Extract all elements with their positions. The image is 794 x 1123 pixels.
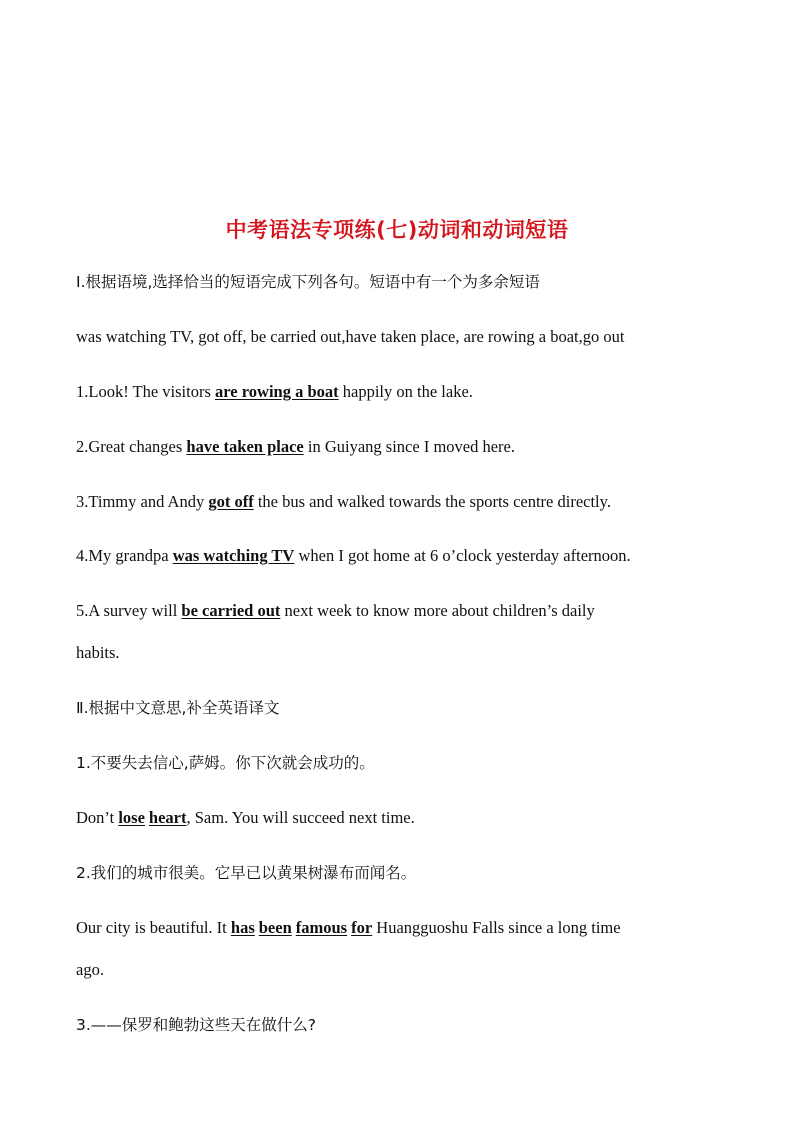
translation-answer-2-continued: ago. <box>76 960 104 979</box>
item-text: Don’t <box>76 808 119 827</box>
exercise-item-3 <box>76 492 704 512</box>
section2-heading: Ⅱ.根据中文意思,补全英语译文 <box>76 699 280 717</box>
item-text: Our city is beautiful. It <box>76 918 231 937</box>
item-answer: for <box>351 918 373 937</box>
item-answer: have taken place <box>186 437 304 456</box>
item-text: 1.Look! The visitors <box>76 382 216 401</box>
exercise-item-2 <box>76 437 704 457</box>
translation-prompt-2: 2.我们的城市很美。它早已以黄果树瀑布而闻名。 <box>76 864 417 882</box>
item-answer: famous <box>295 918 348 937</box>
section1-heading: Ⅰ.根据语境,选择恰当的短语完成下列各句。短语中有一个为多余短语 <box>76 273 540 291</box>
item-text: happily on the lake. <box>338 382 473 401</box>
exercise-item-5-continued: habits. <box>76 643 120 662</box>
item-text: 5.A survey will <box>76 601 182 620</box>
translation-prompt-3: 3.——保罗和鲍勃这些天在做什么? <box>76 1016 317 1034</box>
item-answer: got off <box>208 492 254 511</box>
item-answer: was watching TV <box>172 546 295 565</box>
translation-prompt-1: 1.不要失去信心,萨姆。你下次就会成功的。 <box>76 754 375 772</box>
item-answer: has <box>230 918 255 937</box>
item-text: next week to know more about children’s daily <box>280 601 595 620</box>
item-answer: be carried out <box>181 601 281 620</box>
exercise-item-1 <box>76 382 704 402</box>
item-text: 4.My grandpa <box>76 546 173 565</box>
item-text: in Guiyang since I moved here. <box>303 437 515 456</box>
item-answer: heart <box>148 808 187 827</box>
item-answer: lose <box>118 808 145 827</box>
translation-answer-1 <box>76 808 704 828</box>
phrase-bank: was watching TV, got off, be carried out,have taken place, are rowing a boat,go out <box>76 327 625 346</box>
translation-answer-2 <box>76 918 704 938</box>
exercise-item-5 <box>76 601 704 621</box>
item-text: the bus and walked towards the sports centre directly. <box>253 492 611 511</box>
item-text: , Sam. You will succeed next time. <box>186 808 415 827</box>
exercise-item-4 <box>76 546 704 566</box>
item-answer: are rowing a boat <box>215 382 339 401</box>
item-text: when I got home at 6 o’clock yesterday afternoon. <box>294 546 631 565</box>
item-answer: been <box>258 918 292 937</box>
item-text: 2.Great changes <box>76 437 187 456</box>
item-text: 3.Timmy and Andy <box>76 492 209 511</box>
worksheet-title: 中考语法专项练(七)动词和动词短语 <box>225 218 569 242</box>
item-text: Huangguoshu Falls since a long time <box>372 918 621 937</box>
